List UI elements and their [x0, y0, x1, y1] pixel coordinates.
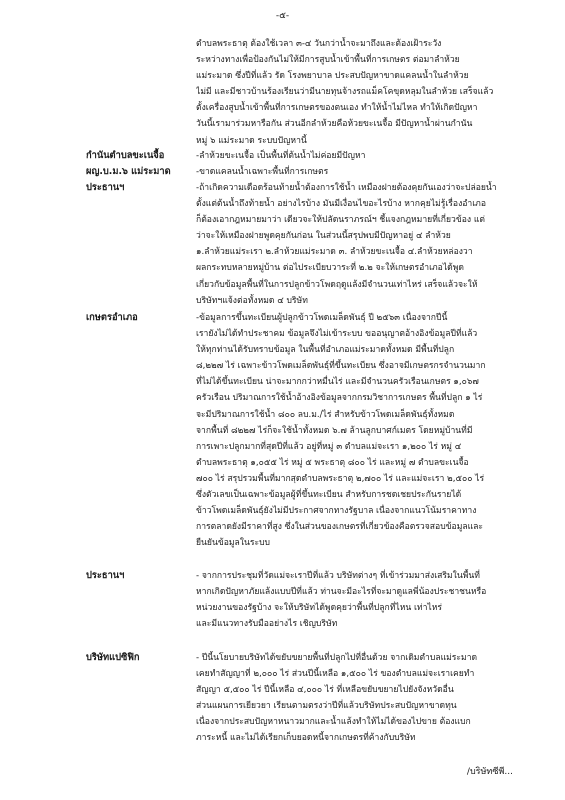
text-line: ยืนยันข้อมูลในระบบ [196, 538, 270, 549]
continuation-footer: /บริษัทซีพี... [466, 767, 513, 777]
text-line: เคยทำสัญญาที่ ๒,๐๐๐ ไร่ ส่วนปีนี้เหลือ ๑,๕๐๐ ไร่ ของตำบลแม่จะเราเคยทำ [196, 669, 475, 680]
text-line: บริษัทฯแจ้งต่อทั้งหมด ๔ บริษัท [196, 295, 308, 306]
text-line: เรายังไม่ได้ทำประชาคม ข้อมูลจึงไม่เข้าระบบ ขออนุญาตอ้างอิงข้อมูลปีที่แล้ว [196, 329, 478, 340]
text-line: และมีแนวทางรับมืออย่างไร เชิญบริษัท [196, 619, 338, 630]
speaker-label: ประธานฯ [86, 182, 125, 193]
text-line: ตำบลพระธาตุ ต้องใช้เวลา ๓-๔ วันกว่าน้ำจะมาถึงและต้องเฝ้าระวัง [196, 39, 442, 49]
text-line: วันนี้เรามาร่วมหารือกัน ส่วนอีกลำห้วยคือห้วยขะเนจื้อ มีปัญหาน้ำผ่านกำนัน [196, 119, 473, 130]
text-line: ๘,๒๒๗ ไร่ เฉพาะข้าวโพดเมล็ดพันธุ์ที่ขึ้นทะเบียน ซึ่งอาจมีเกษตรกรจำนวนมาก [196, 361, 486, 372]
text-line: ๗๐๐ ไร่ สรุปรวมพื้นที่มากสุดตำบลพระธาตุ ๒,๗๐๐ ไร่ และแม่จะเรา ๒,๕๐๐ ไร่ [196, 473, 485, 484]
minutes-paragraph [196, 568, 526, 632]
speaker-label: บริษัทแปซิฟิก [86, 652, 140, 663]
page-number: -๕- [275, 11, 290, 21]
text-line: ซึ่งตัวเลขเป็นเฉพาะข้อมูลผู้ที่ขึ้นทะเบียน สำหรับการชดเชยประกันรายได้ [196, 490, 462, 501]
speaker-label: ผญ.บ.ม.๖ แม่ระมาด [86, 166, 171, 177]
text-line: หน่วยงานของรัฐบ้าง จะให้บริษัทได้พูดคุยว่าพื้นที่ปลูกที่ไหน เท่าไหร่ [196, 603, 443, 614]
text-line: ผลกระทบหลายหมู่บ้าน ต่อไประเบียบวาระที่ ๒.๒ จะให้เกษตรอำเภอได้พูด [196, 263, 464, 274]
speaker-label: กำนันตำบลขะเนจื้อ [86, 150, 165, 161]
text-line: -ข้อมูลการขึ้นทะเบียนผู้ปลูกข้าวโพดเมล็ดพันธุ์ ปี ๒๕๖๓ เนื่องจากปีนี้ [196, 313, 448, 323]
text-line: ที่ไม่ได้ขึ้นทะเบียน น่าจะมากกว่าหมื่นไร่ และมีจำนวนครัวเรือนเกษตร ๑,๐๖๗ [196, 377, 479, 388]
text-line: เกี่ยวกับข้อมูลพื้นที่ในการปลูกข้าวโพดฤดูแล้งมีจำนวนเท่าไหร่ เสร็จแล้วจะให้ [196, 279, 478, 290]
minutes-paragraph [196, 164, 526, 180]
minutes-paragraph [196, 310, 526, 551]
text-line: ตำบลพระธาตุ ๑,๐๕๕ ไร่ หมู่ ๕ พระธาตุ ๘๐๐ ไร่ และหมู่ ๗ ตำบลขะเนจื้อ [196, 457, 469, 468]
text-line: ๑.ลำห้วยแม่ระเรา ๒.ลำห้วยแม่ระมาด ๓. ลำห้วยขะเนจื้อ ๔.ลำห้วยหล่องวา [196, 247, 473, 258]
speaker-label: ประธานฯ [86, 570, 125, 581]
text-line: -ลำห้วยขะเนจื้อ เป็นพื้นที่ต้นน้ำไม่ค่อยมีปัญหา [196, 151, 366, 161]
text-line: สัญญา ๕,๕๐๐ ไร่ ปีนี้เหลือ ๔,๐๐๐ ไร่ ที่เหลือขยับขยายไปยังจังหวัดอื่น [196, 685, 454, 696]
speaker-label: เกษตรอำเภอ [86, 312, 138, 323]
text-line: ข้าวโพดเมล็ดพันธุ์ยังไม่มีประกาศจากทางรัฐบาล เนื่องจากแนวโน้มราคาทาง [196, 506, 477, 517]
text-line: ก็ต้องเอากฎหมายมาว่า เดียวจะให้ปลัดนราภรณ์ฯ ชี้แจงกฎหมายที่เกี่ยวข้อง แต่ [196, 215, 485, 226]
text-line: ว่าจะให้เหมืองฝายพูดคุยกันก่อน ในส่วนนี้สรุปพบมีปัญหาอยู่ ๔ ลำห้วย [196, 231, 451, 242]
text-line: จะมีปริมาณการใช้น้ำ ๘๐๐ ลบ.ม./ไร่ สำหรับข้าวโพดเมล็ดพันธุ์ทั้งหมด [196, 409, 455, 420]
text-line: -ถ้าเกิดความเดือดร้อนท้ายน้ำต้องการใช้น้ำ เหมืองฝายต้องคุยกันเองว่าจะปล่อยน้ำ [196, 183, 497, 193]
text-line: ครัวเรือน ปริมาณการใช้น้ำอ้างอิงข้อมูลจากกรมวิชาการเกษตร พื้นที่ปลูก ๑ ไร่ [196, 393, 483, 404]
minutes-paragraph [196, 36, 526, 149]
text-line: หากเกิดปัญหาภัยแล้งแบบปีที่แล้ว ท่านจะมีอะไรที่จะมาดูแลพี่น้องประชาชนหรือ [196, 587, 487, 598]
text-line: ให้ทุกท่านได้รับทราบข้อมูล ในพื้นที่อำเภอแม่ระมาดทั้งหมด มีพื้นที่ปลูก [196, 345, 455, 356]
text-line: หมู่ ๖ แม่ระมาด ระบบปัญหานี้ [196, 135, 307, 146]
text-line: แม่ระมาด ซึ่งปีที่แล้ว รัด โรงพยาบาล ประสบปัญหาขาดแคลนน้ำในลำห้วย [196, 71, 469, 82]
minutes-paragraph [196, 180, 526, 309]
text-line: ตั้งแต่ต้นน้ำถึงท้ายน้ำ อย่างไรบ้าง มันมีเงื่อนไขอะไรบ้าง หากคุยไม่รู้เรื่องอำเภอ [196, 199, 487, 210]
text-line: - จากการประชุมที่วัดแม่จะเราปีที่แล้ว บริษัทต่างๆ ที่เข้าร่วมมาส่งเสริมในพื้นที่ [196, 571, 480, 581]
text-line: - ปีนี้นโยบายบริษัทได้ขยับขยายพื้นที่ปลูกไปที่อื่นด้วย จากเดิมตำบลแม่ระมาด [196, 653, 478, 663]
text-line: เนื่องจากประสบปัญหาหนาวมากและน้ำแล้งทำให้ไม่ได้ของไปขาย ต้องแบก [196, 717, 471, 728]
minutes-paragraph [196, 148, 526, 164]
text-line: ระหว่างทางเพื่อป้องกันไม่ให้มีการสูบน้ำเข้าพื้นที่การเกษตร ต่อมาลำห้วย [196, 55, 460, 66]
text-line: การตลาดยังมีราคาที่สูง ซึ่งในส่วนของเกษตรที่เกี่ยวข้องคือตรวจสอบข้อมูลและ [196, 522, 484, 533]
text-line: ตั้งเครื่องสูบน้ำเข้าพื้นที่การเกษตรของตนเอง ทำให้น้ำไม่ไหล ทำให้เกิดปัญหา [196, 103, 478, 114]
minutes-paragraph [196, 650, 526, 747]
text-line: จากพื้นที่ ๘๒๒๗ ไร่ก็จะใช้น้ำทั้งหมด ๖.๗ ล้านลูกบาศก์เมตร โดยหมู่บ้านที่มี [196, 425, 473, 436]
text-line: -ขาดแคลนน้ำเฉพาะพื้นที่การเกษตร [196, 167, 329, 177]
text-line: ส่วนแผนการเยียวยา เรียนตามตรงว่าปีที่แล้วบริษัทประสบปัญหาขาดทุน [196, 701, 457, 712]
text-line: ไม่มี และมีชาวบ้านร้องเรียนว่ามีนายทุนจ้างรถแม็คโคขุดหลุมในลำห้วย เสร็จแล้ว [196, 87, 494, 98]
text-line: ภาระหนี้ และไม่ได้เรียกเก็บยอดหนี้จากเกษตรที่ค้างกับบริษัท [196, 733, 416, 744]
text-line: การเพาะปลูกมากที่สุดปีที่แล้ว อยู่ที่หมู่ ๓ ตำบลแม่จะเรา ๑,๒๐๐ ไร่ หมู่ ๔ [196, 441, 462, 452]
